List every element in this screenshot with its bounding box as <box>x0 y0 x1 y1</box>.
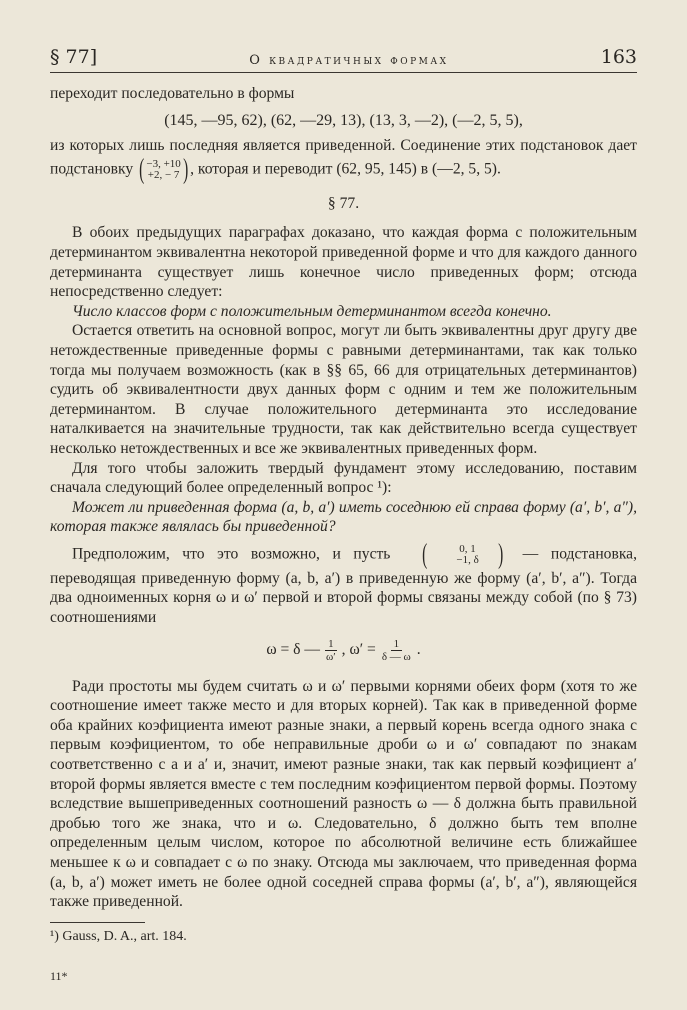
section-heading: § 77. <box>327 194 360 212</box>
theorem-statement: Число классов форм с положительным детерминантом всегда конечно. <box>72 302 552 320</box>
matrix-row-1: −3, +10 <box>146 157 181 170</box>
fraction-1 <box>323 638 339 663</box>
footnote-rule <box>50 922 145 923</box>
right-paren: ) <box>497 538 504 570</box>
matrix-rows <box>146 159 180 181</box>
matrix-row-2: −1, δ <box>456 553 479 566</box>
header-title: О квадратичных формах <box>249 53 449 68</box>
substitution-matrix-delta <box>403 538 510 570</box>
substitution-matrix <box>137 153 190 185</box>
paragraph-substitution-end: , которая и переводит (62, 95, 145) в (—2, 5, 5). <box>190 160 501 178</box>
fraction-2-numerator: 1 <box>391 638 403 651</box>
paragraph-assumption-end: — подстановка, переводящая приведенную форму (a, b, a′) в приведенную же форму (a′, b′, a″). Тогда два одноименных корня ω и ω′ первой и второй формы связаны между собой (по § 73) соотношениями <box>50 545 637 627</box>
paragraph-theorem-intro: В обоих предыдущих параграфах доказано, что каждая форма с положительным детерминантом эквивалентна некоторой приведенной форме и что для каждого данного детерминанта существует лишь конечное число приведенных форм; отсюда непосредственно следует: <box>50 224 637 301</box>
root-relations-equation <box>50 638 637 663</box>
paragraph-assumption <box>50 538 637 628</box>
paragraph-substitution <box>50 136 637 184</box>
running-header <box>50 38 637 73</box>
page-body <box>50 84 637 912</box>
question-statement: Может ли приведенная форма (a, b, a′) иметь соседнюю ей справа форму (a′, b′, a″), которая также являлась бы приведенной? <box>50 498 637 536</box>
header-section: § 77] <box>50 46 98 68</box>
paragraph-substitution-text: из которых лишь последняя является приведенной. Соединение этих подстановок дает подстановку <box>50 137 637 178</box>
matrix-rows <box>434 544 478 566</box>
paragraph-proof: Ради простоты мы будем считать ω и ω′ первыми корнями обеих форм (хотя то же соотношение имеет также место и для вторых корней). Так как в приведенной форме оба крайних коэфициента имеют разные знаки, а первый корень всегда одного знака с первым коэфициентом, то обе неправильные дроби ω и ω′ совпадают по знакам соответственно с a и a′ и, значит, имеют разные знаки, так как первый коэфициент a′ второй формы является вместе с тем последним коэфициентом первой формы. Поэтому вследствие вышеприведенных соотношений разность ω — δ должна быть правильной дробью того же знака, что и ω. Следовательно, δ должно быть тем вполне определенным целым числом, которое по абсолютной величине есть ближайшее меньшее к ω и совпадает с ω по знаку. Отсюда мы заключаем, что приведенная форма (a, b, a′) может иметь не более одной соседней справа формы (a′, b′, a″), являющейся также приведенной. <box>50 677 637 911</box>
footnote-text: ¹) Gauss, D. A., art. 184. <box>50 929 187 944</box>
fraction-2 <box>379 638 414 663</box>
page-number: 163 <box>600 46 637 68</box>
left-paren: ( <box>139 153 145 185</box>
paragraph-foundation: Для того чтобы заложить твердый фундамент этому исследованию, поставим сначала следующий более определенный вопрос ¹): <box>50 459 637 497</box>
left-paren: ( <box>422 538 428 570</box>
formula-sequence: (145, —95, 62), (62, —29, 13), (13, 3, —2), (—2, 5, 5), <box>164 111 523 129</box>
eq-end: . <box>416 640 421 658</box>
printer-signature: 11* <box>50 969 68 983</box>
footnote <box>50 922 637 945</box>
right-paren: ) <box>182 153 189 185</box>
paragraph-main-question: Остается ответить на основной вопрос, могут ли быть эквивалентны друг другу две нетождественные приведенные формы с равными детерминантами, так как только тогда мы получаем возможность (как в §§ 65, 66 для отрицательных детерминантов) судить об эквивалентности двух данных форм с одним и тем же положительным детерминантом. В случае положительного детерминанта это исследование наталкивается на значительные трудности, так как действительно всегда существует несколько нетождественных и все же эквивалентных приведенных форм. <box>50 322 637 457</box>
eq-mid: , ω′ = <box>341 640 376 658</box>
fraction-1-numerator: 1 <box>325 638 337 651</box>
matrix-row-2: +2, − 7 <box>147 168 180 181</box>
eq-left: ω = δ — <box>266 640 321 658</box>
paragraph-assumption-text: Предположим, что это возможно, и пусть <box>72 545 391 563</box>
fraction-2-denominator: δ — ω <box>381 650 411 663</box>
fraction-1-denominator: ω′ <box>326 650 336 663</box>
matrix-row-1: 0, 1 <box>459 542 476 555</box>
paragraph-intro: переходит последовательно в формы <box>50 85 295 102</box>
